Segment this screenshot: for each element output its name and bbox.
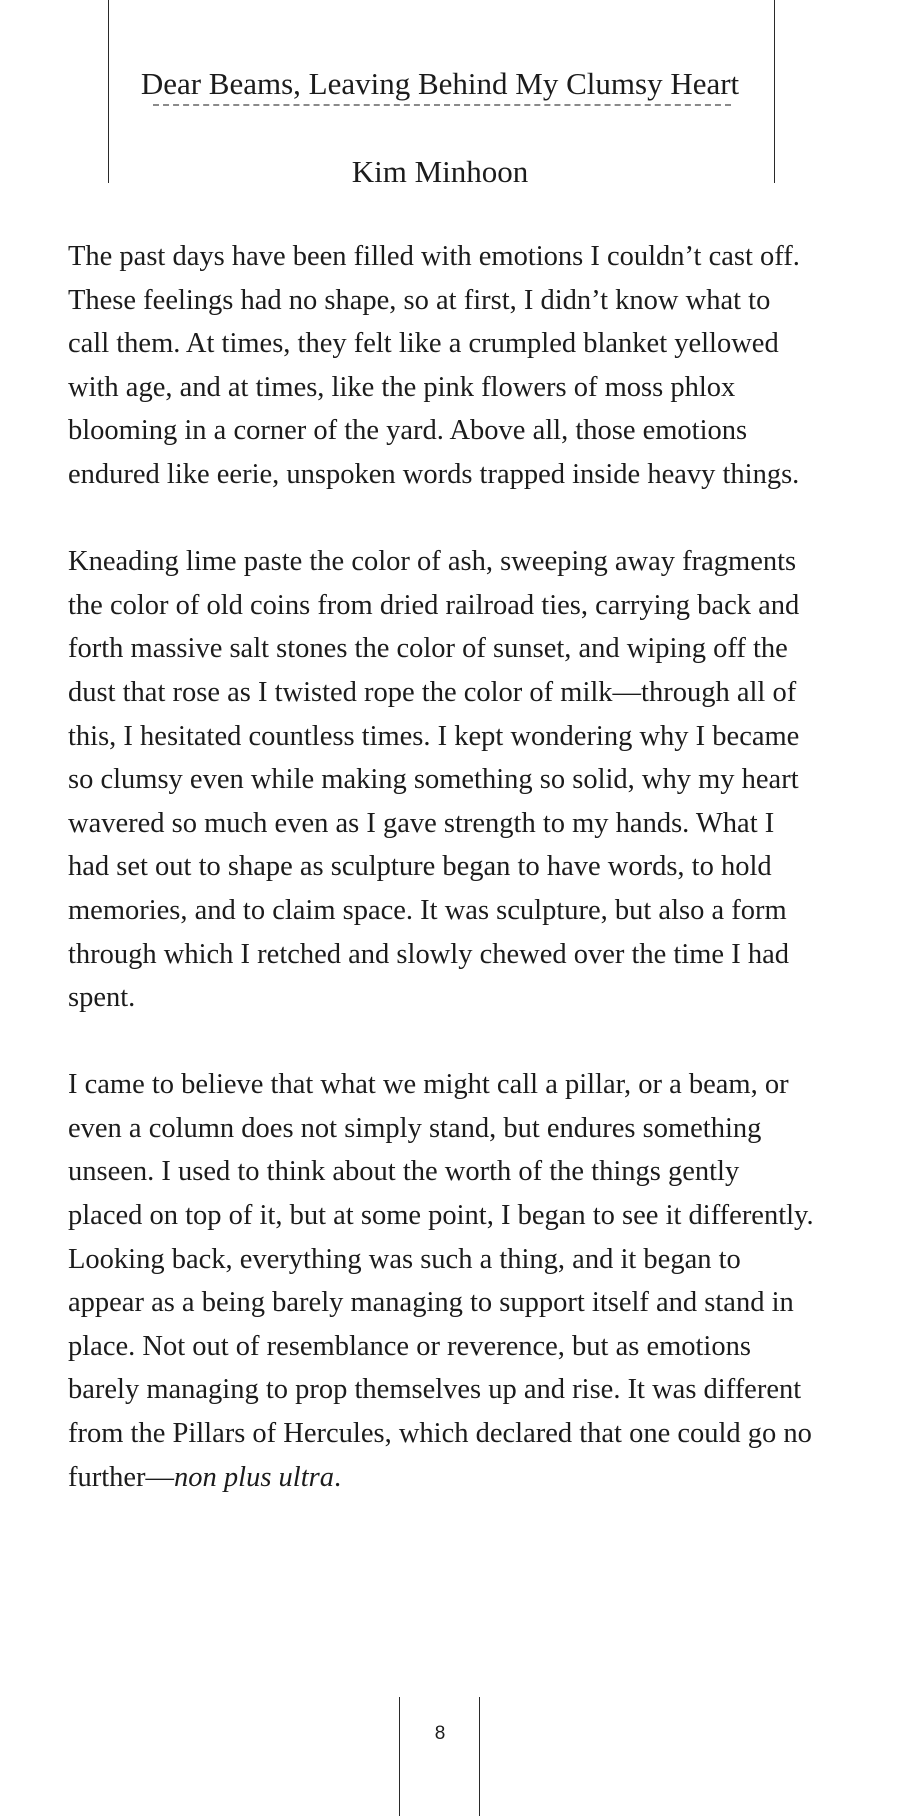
essay-title: Dear Beams, Leaving Behind My Clumsy Heart — [140, 66, 740, 101]
footer-frame-left-line — [399, 1697, 400, 1816]
paragraph-3 — [68, 1063, 818, 1499]
closing-phrase-italic: non plus ultra — [174, 1461, 334, 1493]
footer-frame-right-line — [479, 1697, 480, 1816]
header-frame-right-line — [774, 0, 775, 183]
paragraph-3-text: I came to believe that what we might call a pillar, or a beam, or even a column does not simply stand, but endures something unseen. I used to think about the worth of the things gently placed on top of it, but at some point, I began to see it differently. Looking back, everything was such a thing, and it began to appear as a being barely managing to support itself and stand in place. Not out of resemblance or reverence, but as emotions barely managing to prop themselves up and rise. It was different from the Pillars of Hercules, which declared that one could go no further— — [68, 1069, 814, 1493]
paragraph-1: The past days have been filled with emotions I couldn’t cast off. These feelings had no shape, so at first, I didn’t know what to call them. At times, they felt like a crumpled blanket yellowed with age, and at times, like the pink flowers of moss phlox blooming in a corner of the yard. Above all, those emotions endured like eerie, unspoken words trapped inside heavy things. — [68, 241, 800, 490]
author-name: Kim Minhoon — [351, 154, 529, 189]
paragraph-2: Kneading lime paste the color of ash, sweeping away fragments the color of old coins from dried railroad ties, carrying back and forth massive salt stones the color of sunset, and wiping off the dust that rose as I twisted rope the color of milk—through all of this, I hesitated countless times. I kept wondering why I became so clumsy even while making something so solid, why my heart wavered so much even as I gave strength to my hands. What I had set out to shape as sculpture began to have words, to hold memories, and to claim space. It was sculpture, but also a form through which I retched and slowly chewed over the time I had spent. — [68, 546, 800, 1014]
title-dashed-underline — [153, 104, 731, 106]
essay-body — [68, 235, 818, 1543]
page-number: 8 — [434, 1723, 446, 1744]
closing-punctuation: . — [333, 1461, 342, 1493]
